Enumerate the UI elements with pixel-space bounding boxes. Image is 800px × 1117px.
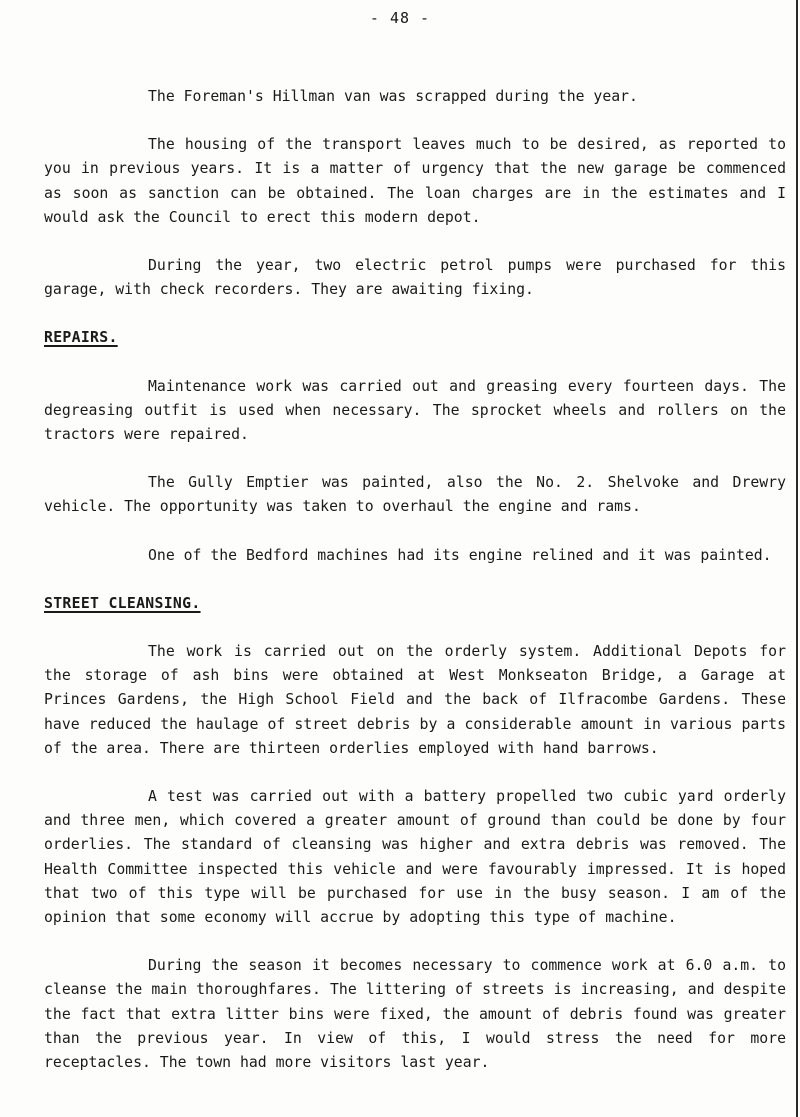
page-edge-line xyxy=(796,0,798,1117)
paragraph-season-work: During the season it becomes necessary to commence work at 6.0 a.m. to cleanse the main thoroughfares. The littering of streets is increasing, and despite the fact that extra litter bins were fixed, the amount of debris found was greater than the previous year. In view of this, I would stress the need for more receptacles. The town had more visitors last year. xyxy=(44,957,786,1072)
paragraph-van-scrapped: The Foreman's Hillman van was scrapped during the year. xyxy=(148,88,638,105)
heading-street-cleansing: STREET CLEANSING. xyxy=(44,594,201,612)
paragraph-transport-housing: The housing of the transport leaves much to be desired, as reported to you in previous years. It is a matter of urgency that the new garage be commenced as soon as sanction can be obtained. The loan charges are in the estimates and I would ask the Council to erect this modern depot. xyxy=(44,136,786,226)
paragraph-orderly-system: The work is carried out on the orderly system. Additional Depots for the storage of ash bins were obtained at West Monkseaton Bridge, a Garage at Princes Gardens, the High School Field and the back of Ilfracombe Gardens. These have reduced the haulage of street debris by a considerable amount in various parts of the area. There are thirteen orderlies employed with hand barrows. xyxy=(44,643,786,757)
page-number: - 48 - xyxy=(369,9,431,27)
paragraph-gully-emptier: The Gully Emptier was painted, also the No. 2. Shelvoke and Drewry vehicle. The opportunity was taken to overhaul the engine and rams. xyxy=(44,474,786,516)
paragraph-bedford-machine: One of the Bedford machines had its engine relined and it was painted. xyxy=(148,546,772,564)
document-body xyxy=(44,85,786,1099)
paragraph-maintenance: Maintenance work was carried out and greasing every fourteen days. The degreasing outfit is used when necessary. The sprocket wheels and rollers on the tractors were repaired. xyxy=(44,377,786,444)
paragraph-petrol-pumps: During the year, two electric petrol pumps were purchased for this garage, with check recorders. They are awaiting fixing. xyxy=(44,257,786,299)
paragraph-battery-test: A test was carried out with a battery propelled two cubic yard orderly and three men, which covered a greater amount of ground than could be done by four orderlies. The standard of cleansing was higher and extra debris was removed. The Health Committee inspected this vehicle and were favourably impressed. It is hoped that two of this type will be purchased for use in the busy season. I am of the opinion that some economy will accrue by adopting this type of machine. xyxy=(44,788,786,927)
heading-repairs: REPAIRS. xyxy=(44,329,118,347)
